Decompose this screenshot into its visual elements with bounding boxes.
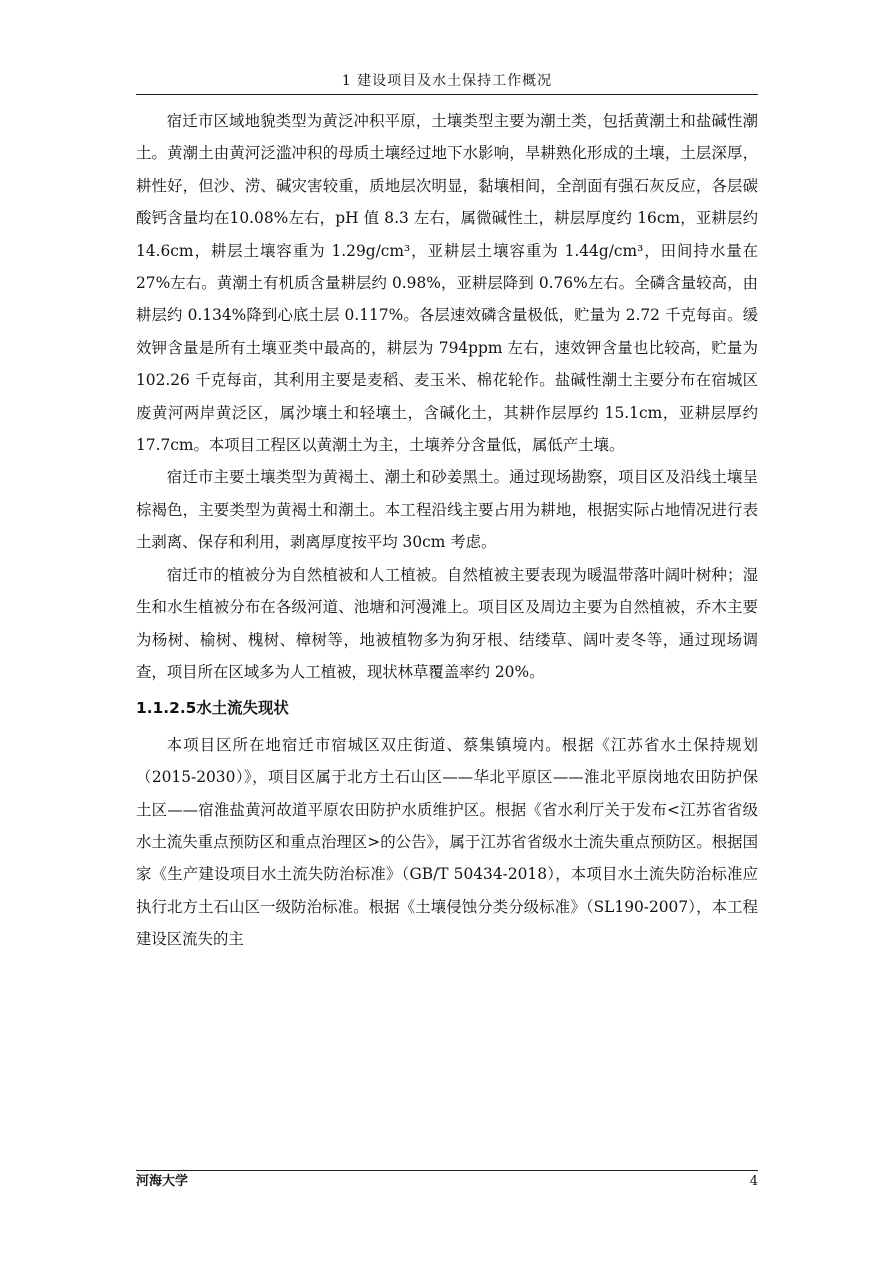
- paragraph-soil-types: 宿迁市区域地貌类型为黄泛冲积平原，土壤类型主要为潮土类，包括黄潮土和盐碱性潮土。黄潮土由黄河泛滥冲积的母质土壤经过地下水影响，旱耕熟化形成的土壤，土层深厚，耕性好，但沙、涝、碱灾害较重，质地层次明显，黏壤相间，全剖面有强石灰反应，各层碳酸钙含量均在10.08%左右，pH 值 8.3 左右，属微碱性土，耕层厚度约 16cm，亚耕层约 14.6cm，耕层土壤容重为 1.29g/cm³，亚耕层土壤容重为 1.44g/cm³，田间持水量在 27%左右。黄潮土有机质含量耕层约 0.98%，亚耕层降到 0.76%左右。全磷含量较高，由耕层约 0.134%降到心底土层 0.117%。各层速效磷含量极低，贮量为 2.72 千克每亩。缓效钾含量是所有土壤亚类中最高的，耕层为 794ppm 左右，速效钾含量也比较高，贮量为 102.26 千克每亩，其利用主要是麦稻、麦玉米、棉花轮作。盐碱性潮土主要分布在宿城区废黄河两岸黄泛区，属沙壤土和轻壤土，含碱化土，其耕作层厚约 15.1cm，亚耕层厚约 17.7cm。本项目工程区以黄潮土为主，土壤养分含量低，属低产土壤。: [136, 112, 758, 455]
- footer-institution: 河海大学: [136, 1174, 189, 1189]
- header-divider: [136, 94, 758, 95]
- document-body: [136, 105, 758, 956]
- paragraph-soil-survey: 宿迁市主要土壤类型为黄褐土、潮土和砂姜黑土。通过现场勘察，项目区及沿线土壤呈棕褐色，主要类型为黄褐土和潮土。本工程沿线主要占用为耕地，根据实际占地情况进行表土剥离、保存和利用，剥离厚度按平均 30cm 考虑。: [136, 468, 758, 552]
- paragraph-vegetation: 宿迁市的植被分为自然植被和人工植被。自然植被主要表现为暖温带落叶阔叶树种；湿生和水生植被分布在各级河道、池塘和河漫滩上。项目区及周边主要为自然植被，乔木主要为杨树、榆树、槐树、樟树等，地被植物多为狗牙根、结缕草、阔叶麦冬等，通过现场调查，项目所在区域多为人工植被，现状林草覆盖率约 20%。: [136, 565, 758, 681]
- section-heading: 1.1.2.5水土流失现状: [136, 699, 289, 718]
- footer-divider: [136, 1170, 758, 1171]
- running-header: 1 建设项目及水土保持工作概况: [341, 73, 553, 89]
- page-number: 4: [749, 1174, 758, 1189]
- paragraph-soil-erosion-status: 本项目区所在地宿迁市宿城区双庄街道、蔡集镇境内。根据《江苏省水土保持规划（2015-2030）》，项目区属于北方土石山区——华北平原区——淮北平原岗地农田防护保土区——宿淮盐黄河故道平原农田防护水质维护区。根据《省水利厅关于发布<江苏省省级水土流失重点预防区和重点治理区>的公告》，属于江苏省省级水土流失重点预防区。根据国家《生产建设项目水土流失防治标准》（GB/T 50434-2018），本项目水土流失防治标准应执行北方土石山区一级防治标准。根据《土壤侵蚀分类分级标准》（SL190-2007），本工程建设区流失的主: [136, 735, 758, 949]
